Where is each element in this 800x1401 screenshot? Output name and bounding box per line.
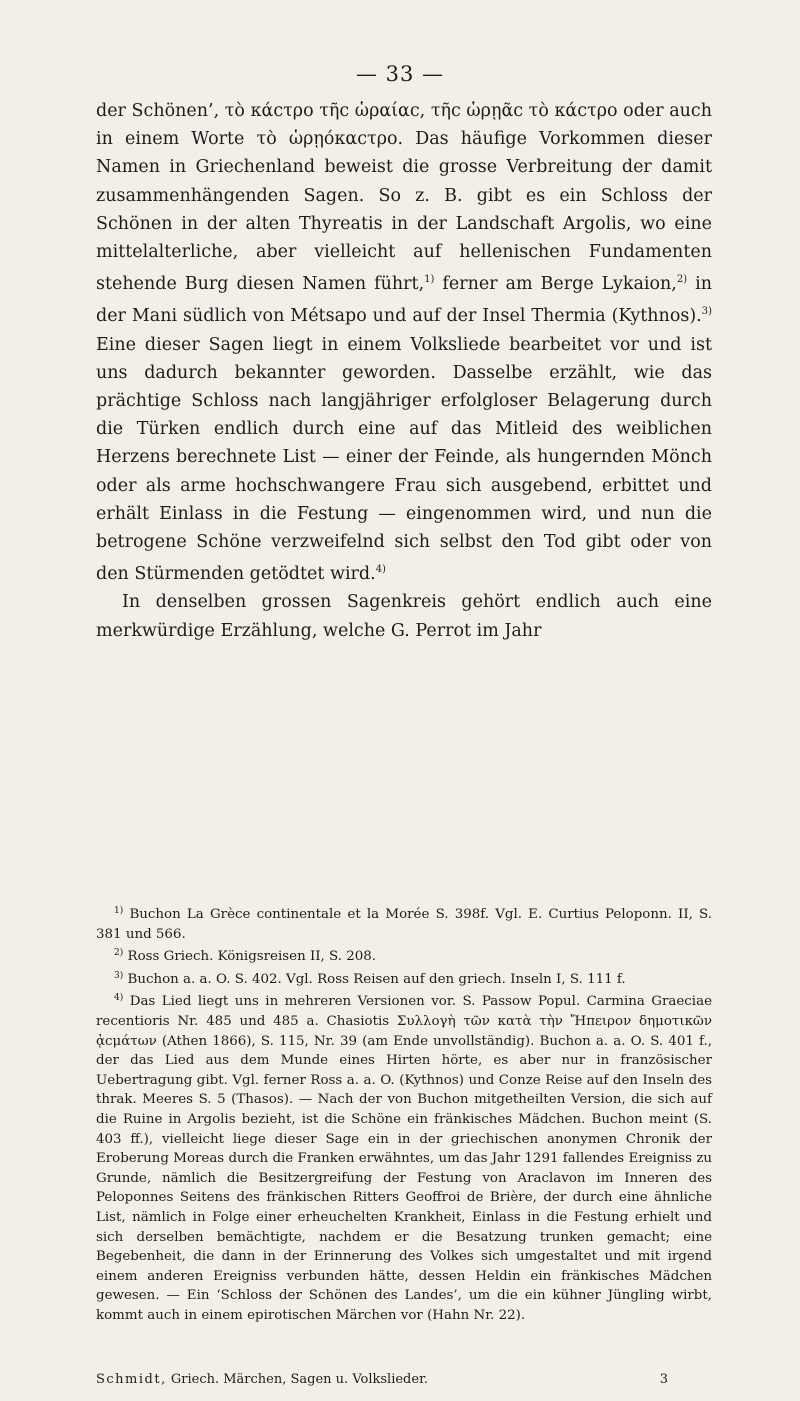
paragraph-1-part-3: in der Mani südlich von Métsapo und auf der Insel Thermia (Kythnos).	[96, 274, 712, 327]
paragraph-1-part-1: der Schönen’, τὸ κάcτρο τῆc ὡραίαc, τῆc ὡρῃᾶc τὸ κάcτρο oder auch in einem Worte τὸ ὡρῃόκαcτρο. Das häufige Vorkommen dieser Namen in Griechenland beweist die grosse Verbreitung der damit zusammenhängenden Sagen. So z. B. gibt es ein Schloss der Schönen in der alten Thyreatis in der Landschaft Argolis, wo eine mittelalterliche, aber vielleicht auf hellenischen Fundamenten stehende Burg diesen Namen führt,	[96, 101, 712, 295]
footnotes	[96, 902, 712, 1325]
paragraph-1-part-4: Eine dieser Sagen liegt in einem Volksliede bearbeitet vor und ist uns dadurch bekannter geworden. Dasselbe erzählt, wie das prächtige Schloss nach langjähriger erfolgloser Belagerung durch die Türken endlich durch eine auf das Mitleid des weiblichen Herzens berechnete List — einer der Feinde, als hungernden Mönch oder als arme hochschwangere Frau sich ausgebend, erbittet und erhält Einlass in die Festung — eingenommen wird, und nun die betrogene Schöne verzweifelnd sich selbst den Tod gibt oder von den Stürmenden getödtet wird.	[96, 334, 712, 585]
signature-mark: 3	[659, 1372, 668, 1387]
signature-title	[96, 1371, 428, 1389]
main-text	[96, 97, 712, 645]
footnote-text: Ross Griech. Königsreisen II, S. 208.	[127, 949, 377, 965]
paragraph-2: In denselben grossen Sagenkreis gehört endlich auch eine merkwürdige Erzählung, welche G. Perrot im Jahr	[96, 592, 712, 641]
footnote-ref-3: 3)	[701, 306, 712, 318]
footnote-marker: 1)	[114, 906, 124, 916]
footnote-text: Buchon a. a. O. S. 402. Vgl. Ross Reisen auf den griech. Inseln I, S. 111 f.	[127, 971, 626, 987]
footnote-1	[96, 902, 712, 944]
signature-book-title: Griech. Märchen, Sagen u. Volkslieder.	[170, 1372, 428, 1387]
page-number: — 33 —	[355, 62, 445, 86]
footnote-ref-2: 2)	[676, 274, 688, 286]
footnote-marker: 2)	[114, 948, 124, 959]
signature-line	[96, 1371, 712, 1389]
footnote-2	[96, 944, 712, 967]
footnote-ref-1: 1)	[424, 274, 435, 286]
footnote-text: Buchon La Grèce continentale et la Morée S. 398f. Vgl. E. Curtius Peloponn. II, S. 381 und 566.	[96, 907, 713, 942]
paragraph-1	[96, 97, 712, 588]
footnote-text: Das Lied liegt uns in mehreren Versionen vor. S. Passow Popul. Carmina Graeciae recentioris Nr. 485 und 485 a. Chasiotis Συλλογὴ τῶν κατὰ τὴν Ἤπειρον δημοτικῶν ᾀcμάτων (Athen 1866), S. 115, Nr. 39 (am Ende unvollständig). Buchon a. a. O. S. 401 f., der das Lied aus dem Munde eines Hirten hörte, es aber nur in französischer Uebertragung gibt. Vgl. ferner Ross a. a. O. (Kythnos) und Conze Reise auf den Inseln des thrak. Meeres S. 5 (Thasos). — Nach der von Buchon mitgetheilten Version, die sich auf die Ruine in Argolis bezieht, ist die Schöne ein fränkisches Mädchen. Buchon meint (S. 403 ff.), vielleicht liege dieser Sage ein in der griechischen anonymen Chronik der Eroberung Moreas durch die Franken erwähntes, um das Jahr 1291 fallendes Ereigniss zu Grunde, nämlich die Besitzergreifung der Festung von Araclavon im Inneren des Peloponnes Seitens des fränkischen Ritters Geoffroi de Brière, der durch eine ähnliche List, nämlich in Folge einer erheuchelten Krankheit, Einlass in die Festung erhielt und sich derselben bemächtigte, nachdem er die Besatzung trunken gemacht; eine Begebenheit, die dann in der Erinnerung des Volkes sich umgestaltet und mit irgend einem anderen Ereigniss verbunden hätte, dessen Heldin ein fränkisches Mädchen gewesen. — Ein ‘Schloss der Schönen des Landes’, um die ein kühner Jüngling wirbt, kommt auch in einem epirotischen Märchen vor (Hahn Nr. 22).	[96, 994, 712, 1323]
signature-author: Schmidt,	[96, 1372, 167, 1387]
footnote-ref-4: 4)	[375, 564, 386, 576]
footnote-3	[96, 967, 712, 990]
footnote-marker: 3)	[114, 970, 124, 981]
footnote-4	[96, 989, 712, 1325]
paragraph-1-part-2: ferner am Berge Lykaion,	[434, 274, 677, 295]
footnote-marker: 4)	[114, 993, 124, 1004]
